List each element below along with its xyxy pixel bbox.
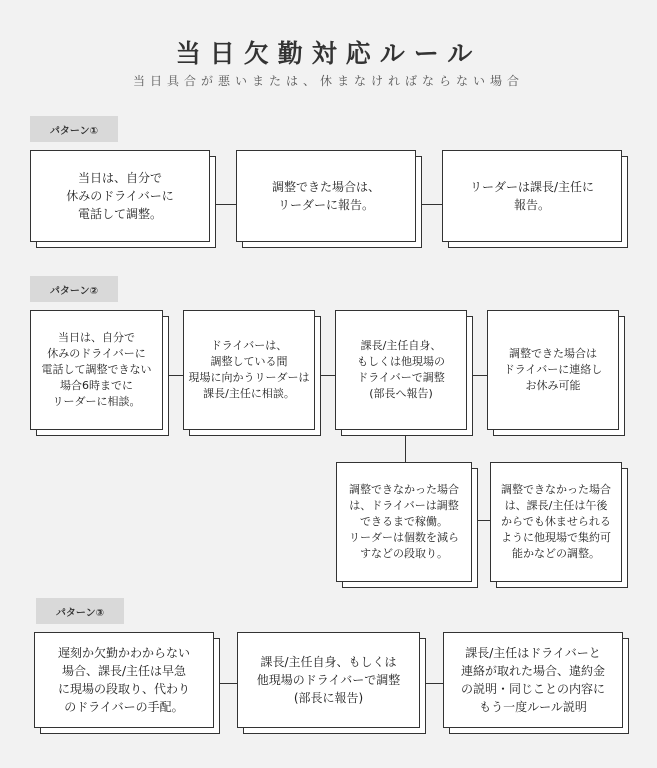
pattern-1-tag: パターン①: [30, 116, 118, 142]
pattern-3-tag: パターン③: [36, 598, 124, 624]
page-title: 当日欠勤対応ルール: [175, 39, 482, 68]
pattern-1-step-1: 当日は、自分で 休みのドライバーに 電話して調整。: [30, 150, 210, 242]
pattern-2-step-4: 調整できた場合は ドライバーに連絡し お休み可能: [487, 310, 619, 430]
pattern-3-step-2: 課長/主任自身、もしくは 他現場のドライバーで調整 (部長に報告): [237, 632, 420, 728]
pattern-3-step-3: 課長/主任はドライバーと 連絡が取れた場合、違約金 の説明・同じことの内容に もう一度ルール説明: [443, 632, 623, 728]
pattern-1-step-3: リーダーは課長/主任に 報告。: [442, 150, 622, 242]
pattern-2-step-6: 調整できなかった場合 は、課長/主任は午後 からでも休ませられる ように他現場で集約可 能かなどの調整。: [490, 462, 622, 582]
pattern-1-step-2: 調整できた場合は、 リーダーに報告。: [236, 150, 416, 242]
pattern-2-step-1: 当日は、自分で 休みのドライバーに 電話して調整できない 場合6時までに リーダーに相談。: [30, 310, 163, 430]
pattern-2-step-5: 調整できなかった場合 は、ドライバーは調整 できるまで稼働。 リーダーは個数を減ら すなどの段取り。: [336, 462, 472, 582]
pattern-3-step-1: 遅刻か欠勤かわからない 場合、課長/主任は早急 に現場の段取り、代わり のドライバーの手配。: [34, 632, 214, 728]
pattern-2-step-2: ドライバーは、 調整している間 現場に向かうリーダーは 課長/主任に相談。: [183, 310, 315, 430]
pattern-2-tag: パターン②: [30, 276, 118, 302]
page-subtitle: 当日具合が悪いまたは、休まなければならない場合: [132, 74, 524, 88]
pattern-2-step-3: 課長/主任自身、 もしくは他現場の ドライバーで調整 (部長へ報告): [335, 310, 467, 430]
